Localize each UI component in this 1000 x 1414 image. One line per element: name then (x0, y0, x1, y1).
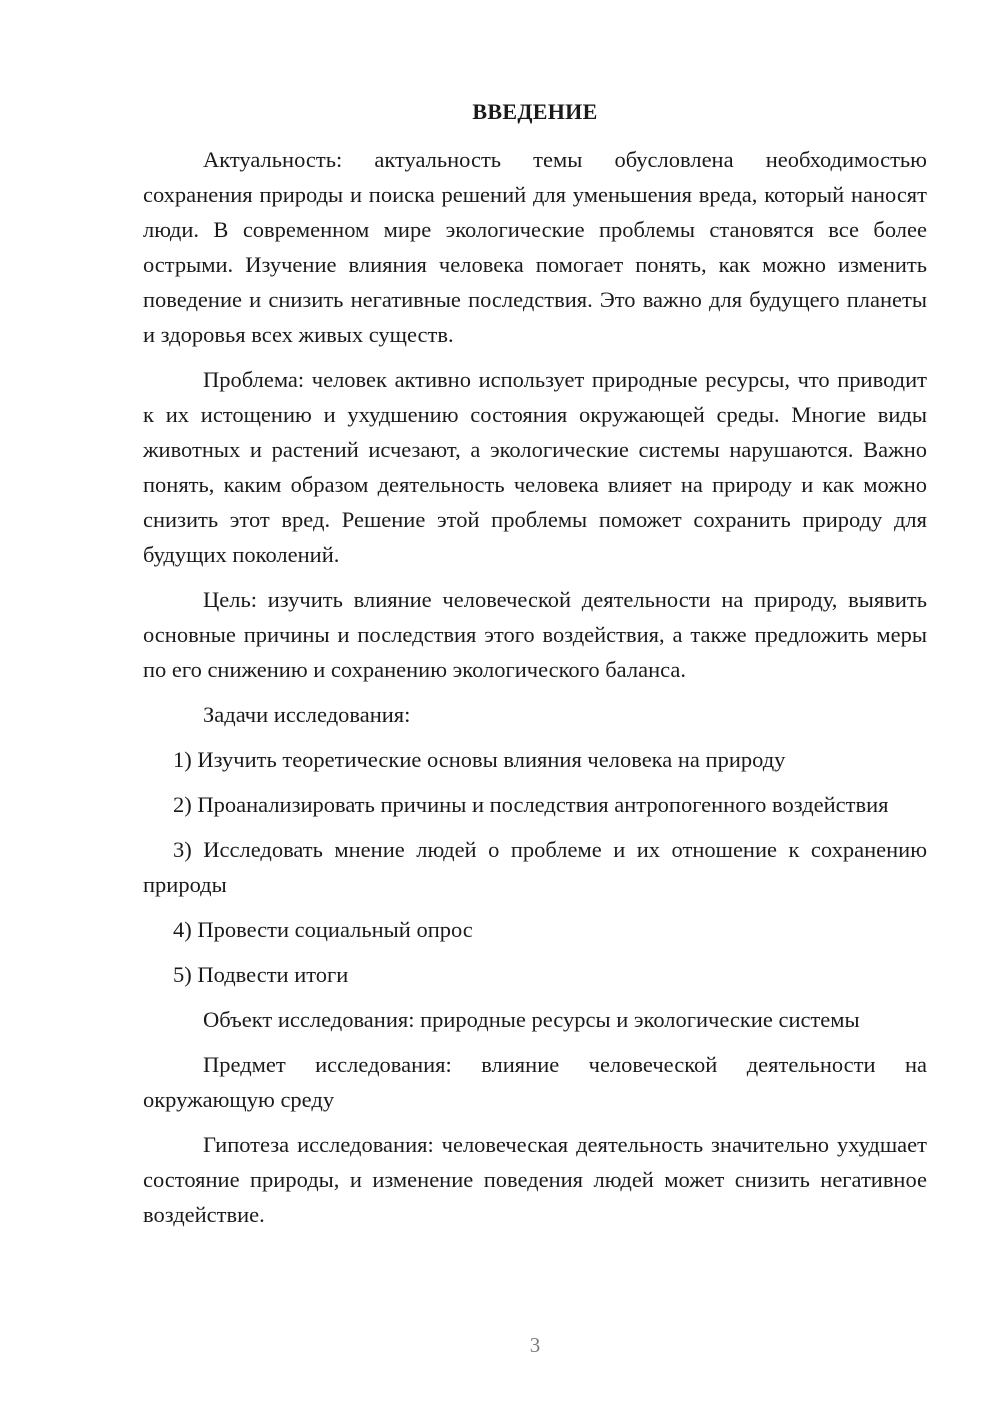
task-item-5: 5) Подвести итоги (173, 962, 349, 987)
paragraph-hypothesis: Гипотеза исследования: человеческая деятельность значительно ухудшает состояние природы, и изменение поведения людей может снизить негативное воздействие. (143, 1132, 927, 1227)
paragraph-subject: Предмет исследования: влияние человеческой деятельности на окружающую среду (143, 1052, 927, 1112)
page-number: 3 (529, 1333, 541, 1357)
paragraph-problem: Проблема: человек активно использует природные ресурсы, что приводит к их истощению и ухудшению состояния окружающей среды. Многие виды животных и растений исчезают, а экологические системы нарушаются. Важно понять, каким образом деятельность человека влияет на природу и как можно снизить этот вред. Решение этой проблемы поможет сохранить природу для будущих поколений. (143, 367, 927, 567)
paragraph-goal: Цель: изучить влияние человеческой деятельности на природу, выявить основные причины и последствия этого воздействия, а также предложить меры по его снижению и сохранению экологического баланса. (143, 587, 927, 682)
task-item-2: 2) Проанализировать причины и последствия антропогенного воздействия (173, 792, 889, 817)
page-content (143, 94, 927, 1242)
task-item-3: 3) Исследовать мнение людей о проблеме и их отношение к сохранению природы (143, 837, 927, 897)
paragraph-relevance: Актуальность: актуальность темы обусловлена необходимостью сохранения природы и поиска решений для уменьшения вреда, который наносят люди. В современном мире экологические проблемы становятся все более острыми. Изучение влияния человека помогает понять, как можно изменить поведение и снизить негативные последствия. Это важно для будущего планеты и здоровья всех живых существ. (143, 147, 927, 347)
paragraph-object: Объект исследования: природные ресурсы и экологические системы (203, 1007, 860, 1032)
task-item-1: 1) Изучить теоретические основы влияния человека на природу (173, 747, 786, 772)
tasks-label: Задачи исследования: (203, 702, 411, 727)
page-heading: ВВЕДЕНИЕ (472, 99, 598, 124)
task-item-4: 4) Провести социальный опрос (173, 917, 473, 942)
